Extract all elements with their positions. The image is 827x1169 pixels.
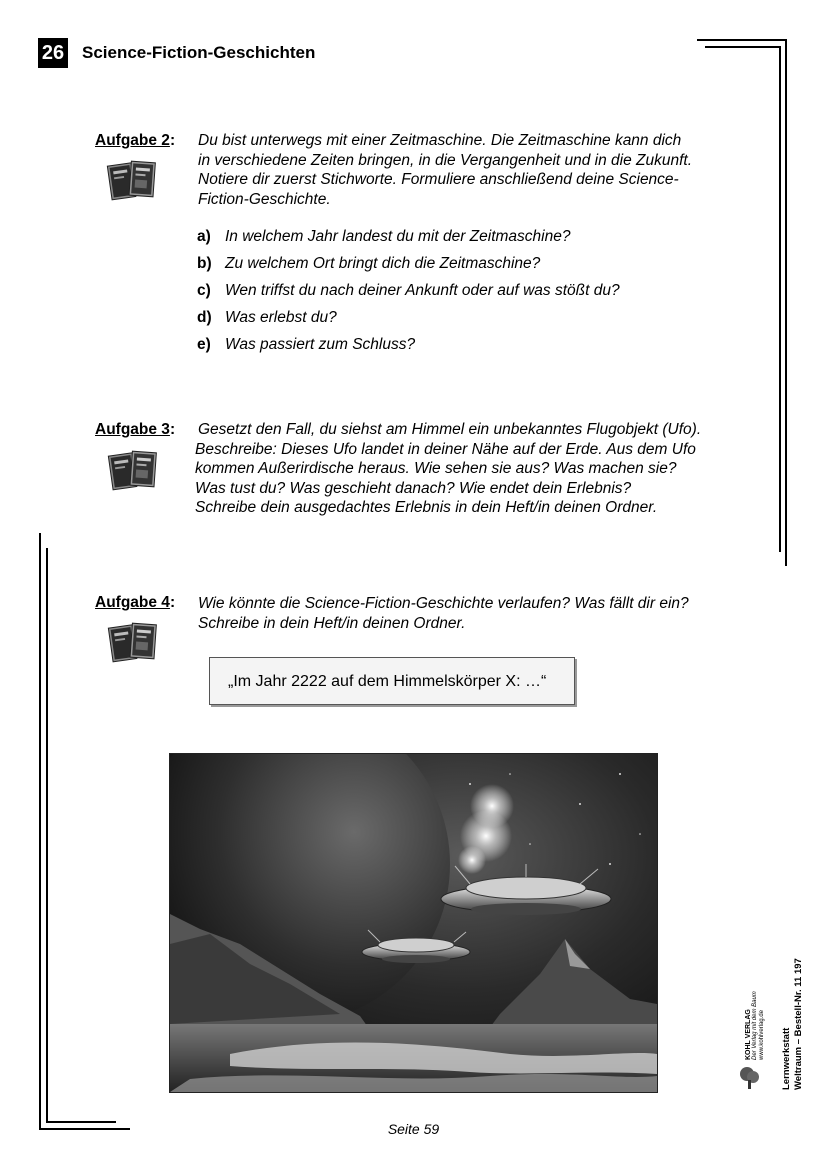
page-number: Seite 59 [387,1121,440,1137]
task-text-line: in verschiedene Zeiten bringen, in die Vergangenheit und in die Zukunft. [198,151,693,169]
publisher-name: KOHL VERLAG [745,1009,752,1060]
question-text: Was erlebst du? [225,309,337,326]
question-item [197,255,540,273]
frame-line-right-inner [779,46,781,552]
task-4-text [198,594,738,633]
frame-line-left-inner [46,548,48,1123]
task-label: Aufgabe 3 [95,421,170,438]
task-text-line: kommen Außerirdische heraus. Wie sehen sie aus? Was machen sie? [195,460,677,477]
question-item [197,228,570,246]
task-label: Aufgabe 2 [95,132,170,149]
task-2-heading [95,132,175,150]
chapter-number: 26 [38,38,68,68]
publisher-url: www.kohlverlag.de [759,1009,765,1060]
task-colon: : [169,594,176,611]
task-label: Aufgabe 4 [95,594,170,611]
task-text-line: Fiction-Geschichte. [198,190,331,208]
question-letter: e) [197,336,211,353]
story-starter-box: „Im Jahr 2222 auf dem Himmelskörper X: …“ [209,657,575,705]
task-text-line: Wie könnte die Science-Fiction-Geschichte verlaufen? Was fällt dir ein? [198,595,689,612]
publisher-logo [745,991,766,1060]
question-text: Wen triffst du nach deiner Ankunft oder auf was stößt du? [225,282,620,299]
question-text: In welchem Jahr landest du mit der Zeitmaschine? [225,228,571,245]
task-colon: : [169,421,176,438]
task-colon: : [169,132,176,149]
question-letter: a) [197,228,211,245]
notebooks-icon [106,158,158,206]
question-item [197,282,620,300]
ufo-landscape-image [169,753,658,1093]
question-item [197,336,415,354]
question-text: Zu welchem Ort bringt dich die Zeitmaschine? [225,255,541,272]
task-3-text [195,420,755,518]
frame-line-top-right-inner [705,46,781,48]
question-letter: c) [197,282,211,299]
question-letter: b) [197,255,212,272]
question-item [197,309,337,327]
page-title: Science-Fiction-Geschichten [82,43,316,62]
publisher-imprint [735,860,804,1100]
notebooks-icon [107,620,159,668]
imprint-title: Weltraum – Bestell-Nr. 11 197 [793,958,804,1090]
task-text-line: Was tust du? Was geschieht danach? Wie endet dein Erlebnis? [195,479,632,497]
imprint-text [781,958,805,1090]
frame-line-top-right-outer [697,39,787,41]
task-text-line: Schreibe dein ausgedachtes Erlebnis in dein Heft/in deinen Ordner. [195,499,658,516]
task-text-line: Beschreibe: Dieses Ufo landet in deiner Nähe auf der Erde. Aus dem Ufo [195,440,696,458]
frame-line-right-outer [785,39,787,566]
publisher-tagline: Der Verlag mit dem Baum [752,991,758,1060]
task-text-line: Notiere dir zuerst Stichworte. Formuliere anschließend deine Science- [198,171,679,188]
task-3-heading [95,421,175,439]
task-4-heading [95,594,175,612]
task-text-line: Du bist unterwegs mit einer Zeitmaschine. Die Zeitmaschine kann dich [198,132,682,149]
task-2-text [198,131,738,209]
task-text-line: Schreibe in dein Heft/in deinen Ordner. [198,614,466,632]
notebooks-icon [107,448,159,496]
tree-logo-icon [737,1065,761,1091]
frame-line-left-outer [39,533,41,1130]
question-letter: d) [197,309,212,326]
task-text-line: Gesetzt den Fall, du siehst am Himmel ein unbekanntes Flugobjekt (Ufo). [198,421,702,438]
imprint-series: Lernwerkstatt [781,1027,792,1090]
question-text: Was passiert zum Schluss? [225,336,416,353]
